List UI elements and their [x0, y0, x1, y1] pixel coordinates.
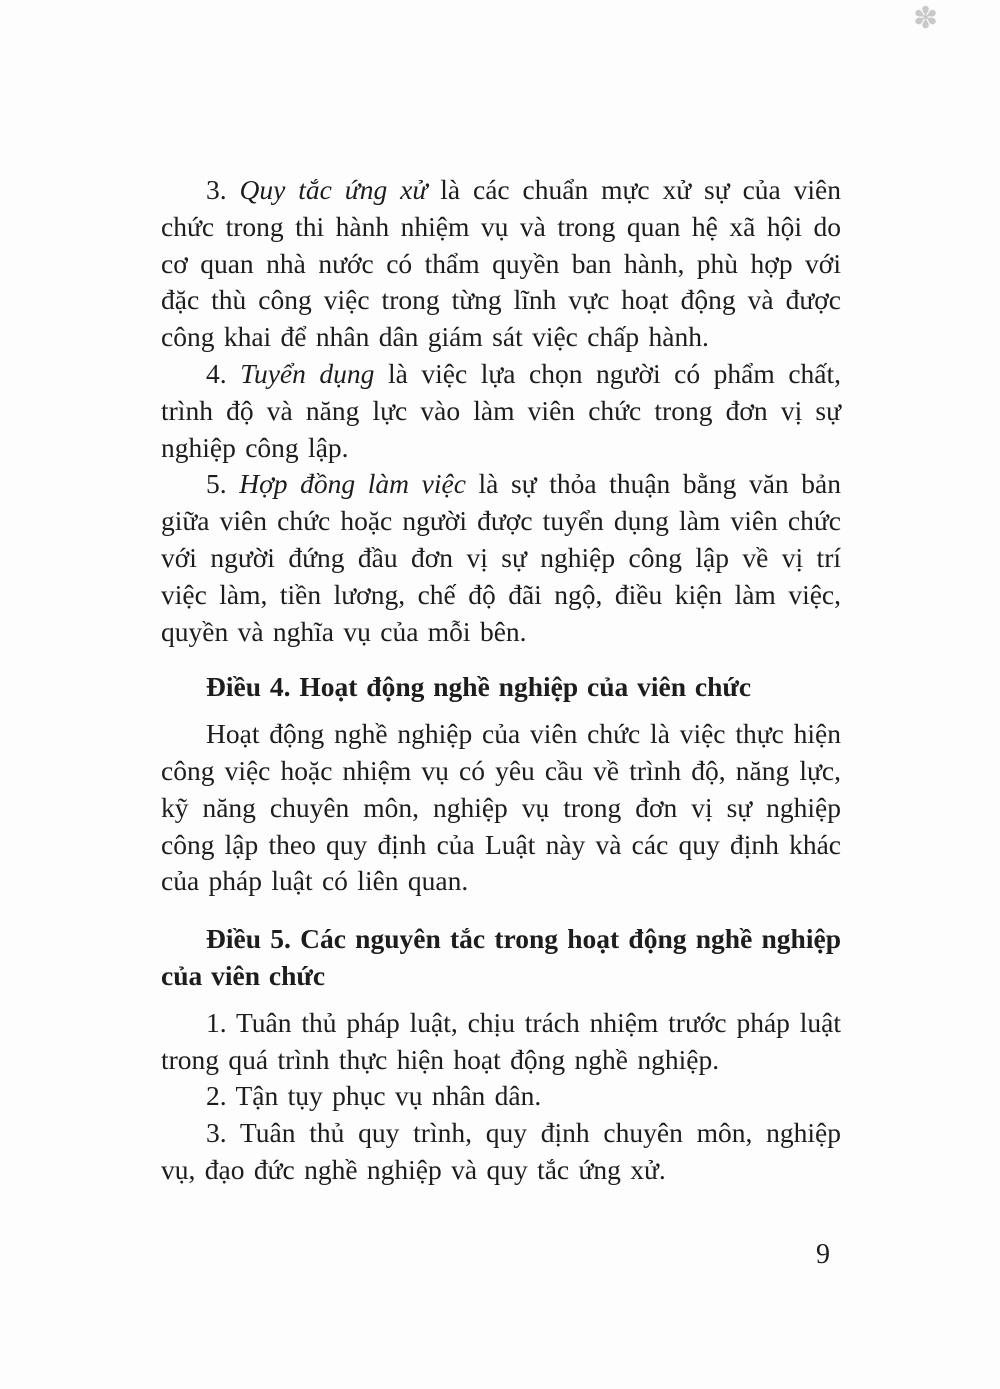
defined-term: Quy tắc ứng xử — [239, 174, 428, 205]
article-5-heading: Điều 5. Các nguyên tắc trong hoạt động nghề nghiệp của viên chức — [161, 923, 841, 991]
defined-term: Tuyển dụng — [240, 357, 375, 389]
item-text: là sự thỏa thuận bằng văn bản giữa viên chức hoặc người được tuyển dụng làm viên chức với người đứng đầu đơn vị sự nghiệp công lập về vị trí việc làm, tiền lương, chế độ đãi ngộ, điều kiện làm việc, quyền và nghĩa vụ của mỗi bên. — [161, 468, 842, 647]
article-4-body: Hoạt động nghề nghiệp của viên chức là việc thực hiện công việc hoặc nhiệm vụ có yêu cầu về trình độ, năng lực, kỹ năng chuyên môn, nghiệp vụ trong đơn vị sự nghiệp công lập theo quy định của Luật này và các quy định khác của pháp luật có liên quan. — [161, 718, 841, 897]
principle-item-1: 1. Tuân thủ pháp luật, chịu trách nhiệm trước pháp luật trong quá trình thực hiện hoạt động nghề nghiệp. — [161, 1006, 841, 1075]
defined-term: Hợp đồng làm việc — [239, 468, 466, 500]
item-text: là các chuẩn mực xử sự của viên chức trong thi hành nhiệm vụ và trong quan hệ xã hội do cơ quan nhà nước có thẩm quyền ban hành, phù hợp với đặc thù công việc trong từng lĩnh vực hoạt động và được công khai để nhân dân giám sát việc chấp hành. — [161, 174, 841, 353]
definition-item-5 — [161, 466, 841, 650]
page-number: 9 — [816, 1239, 830, 1270]
item-number: 5. — [206, 468, 240, 500]
definition-item-4 — [161, 356, 841, 466]
principle-item-2: 2. Tận tụy phục vụ nhân dân. — [206, 1080, 542, 1112]
item-number: 4. — [206, 357, 241, 389]
principle-item-3: 3. Tuân thủ quy trình, quy định chuyên môn, nghiệp vụ, đạo đức nghề nghiệp và quy tắc ứng xử. — [161, 1117, 841, 1185]
flower-ornament-icon: ✽ — [913, 1, 939, 36]
definition-item-3 — [161, 172, 841, 356]
article-4-heading: Điều 4. Hoạt động nghề nghiệp của viên chức — [206, 671, 752, 703]
item-text: là việc lựa chọn người có phẩm chất, trình độ và năng lực vào làm viên chức trong đơn vị sự nghiệp công lập. — [161, 357, 842, 463]
page-body — [161, 172, 841, 1189]
item-number: 3. — [206, 174, 240, 205]
